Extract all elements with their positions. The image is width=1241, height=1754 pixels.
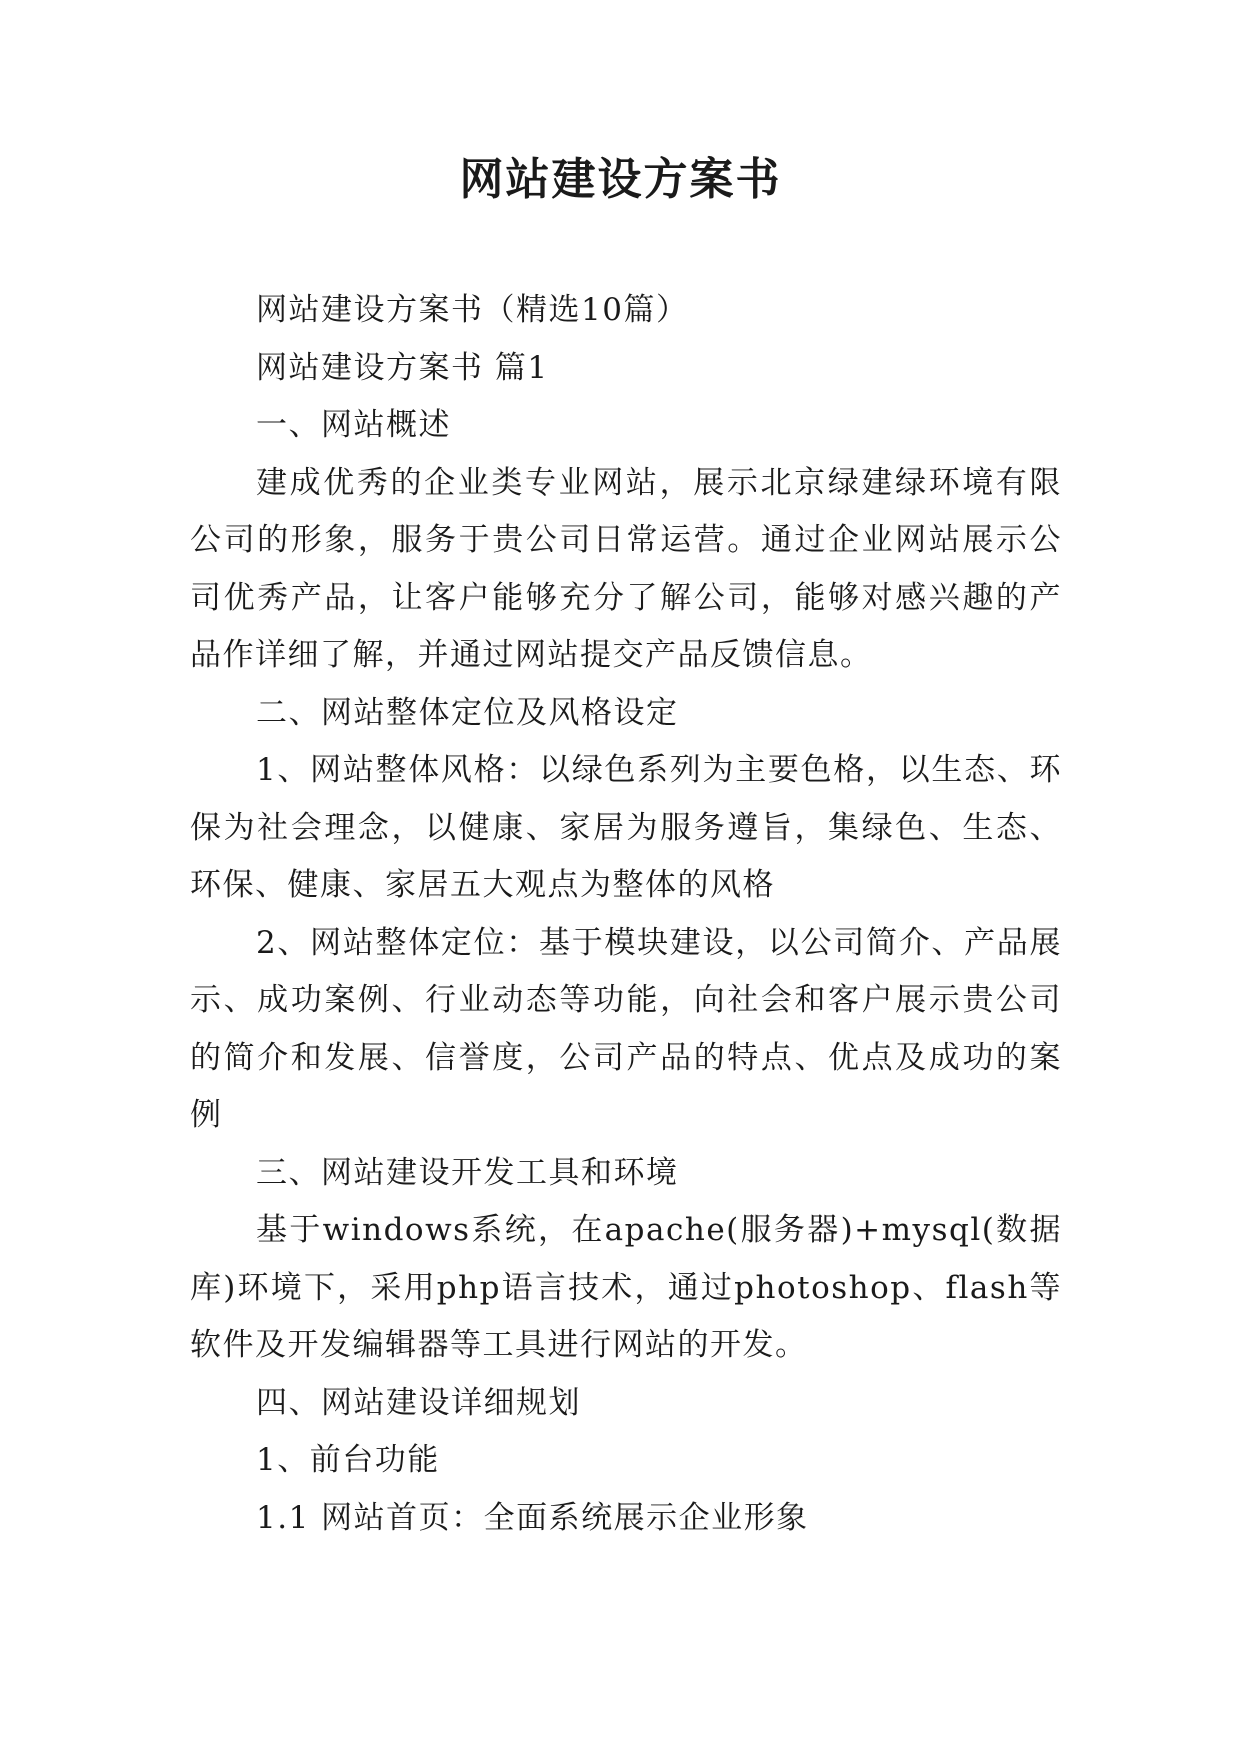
section-heading-overview: 一、网站概述 <box>256 407 451 443</box>
section-heading-planning: 四、网站建设详细规划 <box>256 1384 581 1421</box>
paragraph-style: 1、网站整体风格：以绿色系列为主要色格，以生态、环保为社会理念，以健康、家居为服务遵旨，集绿色、生态、环保、健康、家居五大观点为整体的风格 <box>190 752 1062 903</box>
paragraph-overview: 建成优秀的企业类专业网站，展示北京绿建绿环境有限公司的形象，服务于贵公司日常运营。通过企业网站展示公司优秀产品，让客户能够充分了解公司，能够对感兴趣的产品作详细了解，并通过网站提交产品反馈信息。 <box>190 464 1062 673</box>
paragraph-tools: 基于windows系统，在apache(服务器)+mysql(数据库)环境下，采用php语言技术，通过photoshop、flash等软件及开发编辑器等工具进行网站的开发。 <box>190 1212 1062 1363</box>
subtitle-selection: 网站建设方案书（精选10篇） <box>256 292 689 328</box>
section-heading-positioning: 二、网站整体定位及风格设定 <box>256 694 679 731</box>
section-heading-tools: 三、网站建设开发工具和环境 <box>256 1154 679 1191</box>
paragraph-positioning: 2、网站整体定位：基于模块建设，以公司简介、产品展示、成功案例、行业动态等功能，向社会和客户展示贵公司的简介和发展、信誉度，公司产品的特点、优点及成功的案例 <box>190 924 1062 1133</box>
document-title: 网站建设方案书 <box>459 154 782 205</box>
document-body <box>190 282 1062 1547</box>
subsection-heading-frontend: 1、前台功能 <box>256 1442 440 1478</box>
paragraph-homepage: 1.1 网站首页：全面系统展示企业形象 <box>256 1499 809 1536</box>
article-heading: 网站建设方案书 篇1 <box>256 349 549 386</box>
